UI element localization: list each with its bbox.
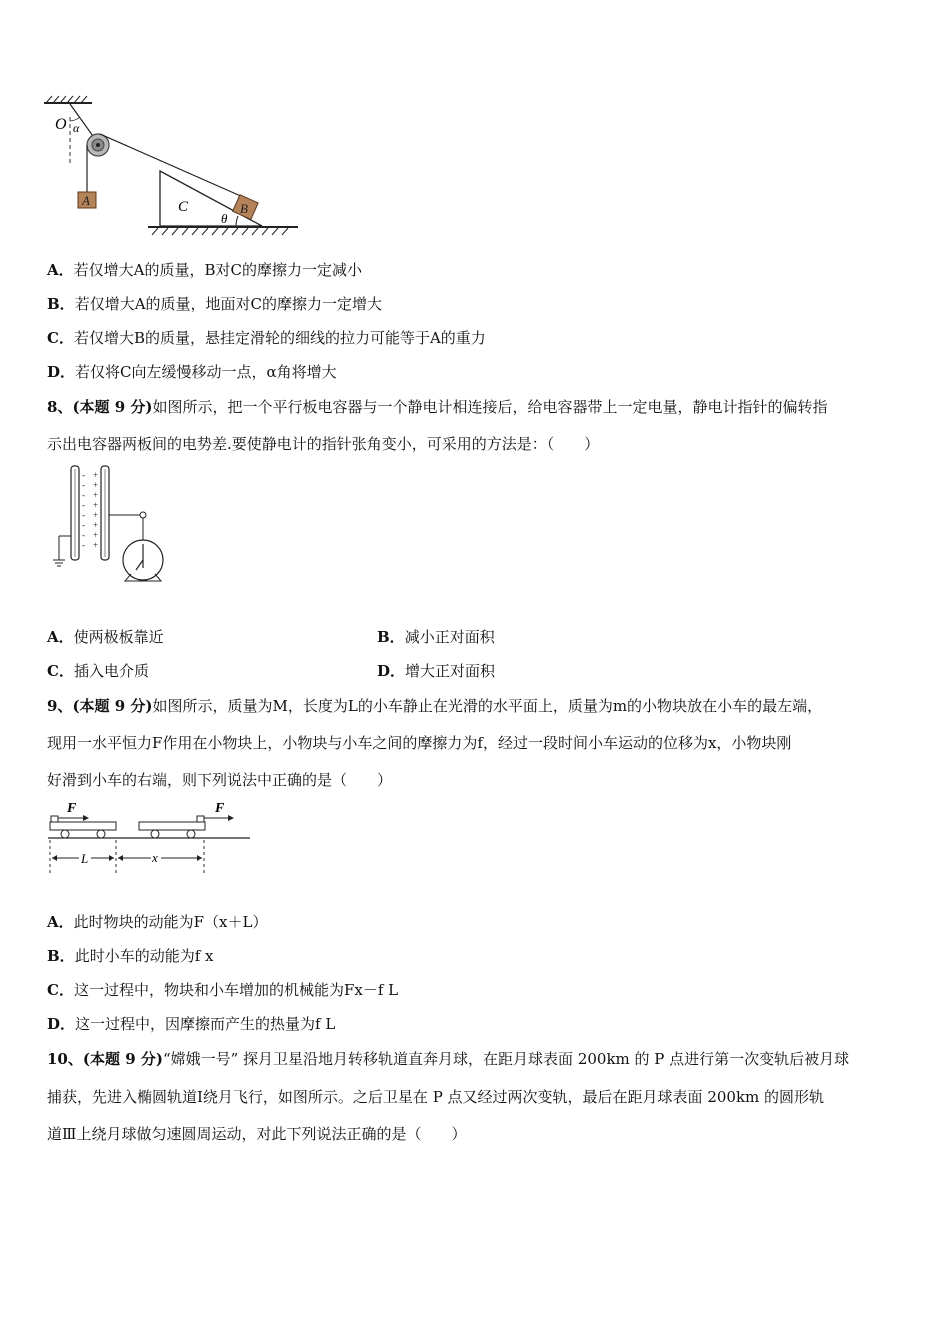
q7-option-d: D．若仅将C向左缓慢移动一点，α角将增大 [47, 363, 337, 381]
svg-text:+: + [93, 500, 99, 510]
q10-stem-line3: 道Ⅲ上绕月球做匀速圆周运动，对此下列说法正确的是（ ） [47, 1125, 467, 1143]
q8-option-b: B．减小正对面积 [377, 628, 495, 646]
q9-option-b: B．此时小车的动能为f x [47, 947, 214, 965]
svg-text:-: - [82, 470, 85, 480]
q7-figure [40, 95, 305, 245]
q7-label-o: O [55, 116, 67, 133]
q7-label-alpha: α [73, 121, 80, 135]
q9-label-f2: F [215, 801, 225, 816]
q8-option-d: D．增大正对面积 [377, 662, 496, 680]
q9-stem-line2: 现用一水平恒力F作用在小物块上，小物块与小车之间的摩擦力为f，经过一段时间小车运动的位移为x，小物块刚 [47, 734, 792, 752]
q7-label-b: B [240, 201, 248, 216]
q9-label-l: L [81, 851, 89, 866]
svg-text:-: - [82, 510, 85, 520]
q9-label-x: x [152, 850, 158, 865]
q7-label-c: C [178, 199, 189, 215]
q8-option-c: C．插入电介质 [47, 662, 149, 680]
q10-stem-line1: 10、(本题 9 分)“嫦娥一号” 探月卫星沿地月转移轨道直奔月球，在距月球表面 200km 的 P 点进行第一次变轨后被月球 [47, 1050, 850, 1068]
q8-figure [45, 460, 205, 585]
q7-option-c: C．若仅增大B的质量，悬挂定滑轮的细线的拉力可能等于A的重力 [47, 329, 486, 347]
svg-text:+: + [93, 470, 99, 480]
q9-label-f1: F [67, 801, 77, 816]
svg-text:-: - [82, 480, 85, 490]
svg-text:+: + [93, 520, 99, 530]
svg-text:-: - [82, 530, 85, 540]
q9-option-d: D．这一过程中，因摩擦而产生的热量为f L [47, 1015, 336, 1033]
svg-text:-: - [82, 540, 85, 550]
q9-option-c: C．这一过程中，物块和小车增加的机械能为Fx－f L [47, 981, 399, 999]
svg-text:-: - [82, 500, 85, 510]
svg-text:+: + [93, 490, 99, 500]
svg-text:-: - [82, 490, 85, 500]
q9-figure [45, 798, 255, 878]
q7-label-a: A [82, 193, 90, 208]
svg-text:+: + [93, 540, 99, 550]
q8-option-a: A．使两极板靠近 [47, 628, 164, 646]
q9-stem-line3: 好滑到小车的右端，则下列说法中正确的是（ ） [47, 771, 393, 789]
svg-text:-: - [82, 520, 85, 530]
q8-stem-line2: 示出电容器两板间的电势差.要使静电计的指针张角变小，可采用的方法是：（ ） [47, 435, 600, 453]
q9-option-a: A．此时物块的动能为F（x＋L） [47, 913, 268, 931]
svg-text:+: + [93, 510, 99, 520]
q9-stem-line1: 9、(本题 9 分)如图所示，质量为M，长度为L的小车静止在光滑的水平面上，质量为m的小物块放在小车的最左端， [47, 697, 823, 715]
svg-text:+: + [93, 480, 99, 490]
svg-text:+: + [93, 530, 99, 540]
q7-label-theta: θ [221, 211, 228, 226]
q7-option-a: A．若仅增大A的质量，B对C的摩擦力一定减小 [47, 261, 362, 279]
q7-option-b: B．若仅增大A的质量，地面对C的摩擦力一定增大 [47, 295, 382, 313]
q8-stem-line1: 8、(本题 9 分)如图所示，把一个平行板电容器与一个静电计相连接后，给电容器带上一定电量，静电计指针的偏转指 [47, 398, 828, 416]
q10-stem-line2: 捕获，先进入椭圆轨道Ⅰ绕月飞行，如图所示。之后卫星在 P 点又经过两次变轨，最后在距月球表面 200km 的圆形轨 [47, 1088, 825, 1106]
